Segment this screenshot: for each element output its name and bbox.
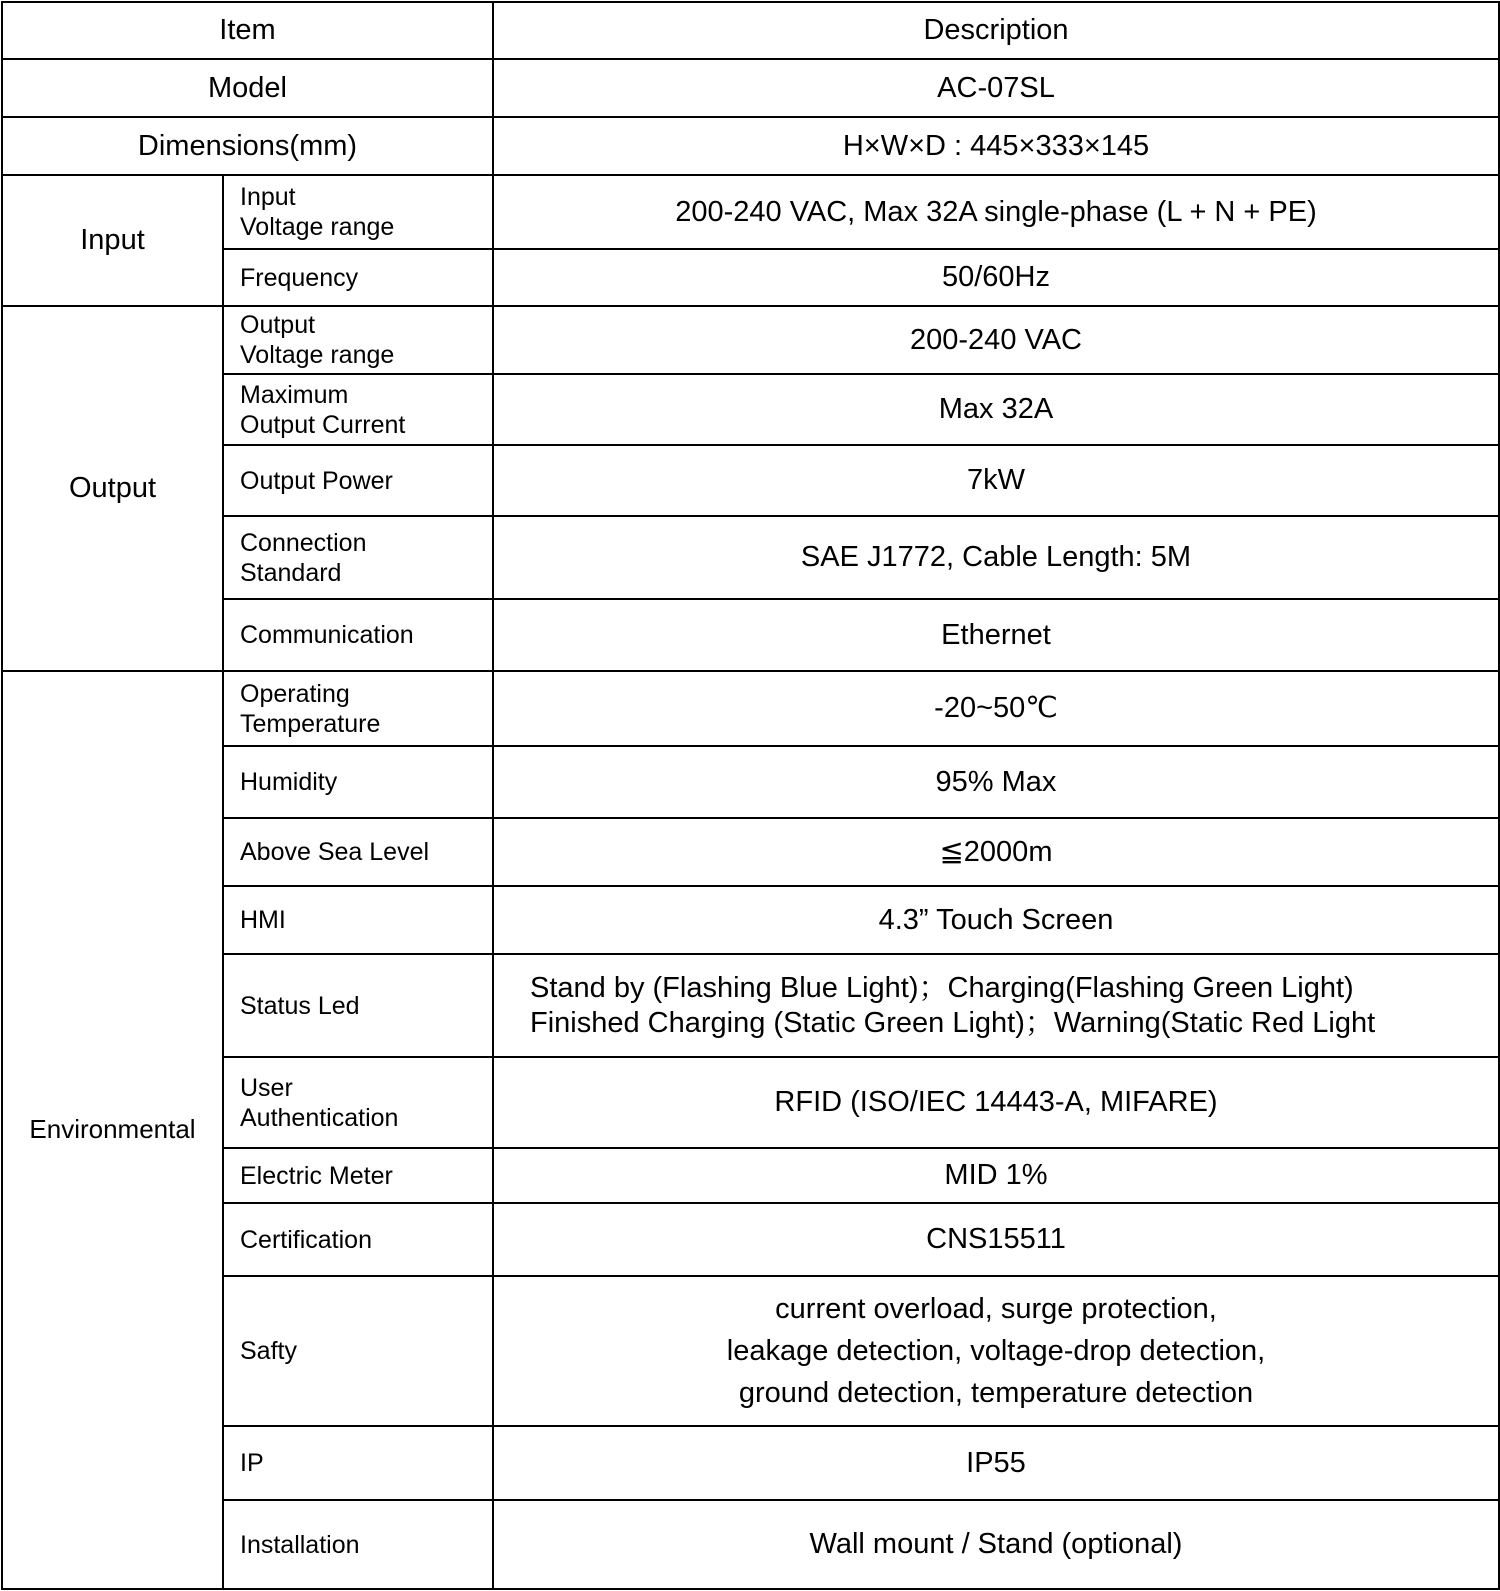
table-row — [2, 445, 1499, 516]
table-row — [2, 671, 1499, 746]
table-row — [2, 746, 1499, 818]
table-row — [2, 59, 1499, 117]
environmental-group-label: Environmental — [2, 671, 223, 1589]
row-label — [223, 175, 493, 249]
row-value: IP55 — [493, 1426, 1499, 1500]
header-item: Item — [2, 2, 493, 59]
row-label: Status Led — [223, 954, 493, 1057]
row-label-line: Connection — [240, 528, 367, 557]
row-value-line: current overload, surge protection, — [775, 1292, 1217, 1325]
row-label-line: Authentication — [240, 1103, 399, 1132]
row-value: 95% Max — [493, 746, 1499, 818]
row-value: MID 1% — [493, 1148, 1499, 1203]
row-label: Output Power — [223, 445, 493, 516]
row-value: -20~50℃ — [493, 671, 1499, 746]
row-label: Electric Meter — [223, 1148, 493, 1203]
safety-value — [493, 1276, 1499, 1426]
row-label: Installation — [223, 1500, 493, 1589]
header-description: Description — [493, 2, 1499, 59]
row-value-line: leakage detection, voltage-drop detection, — [726, 1334, 1266, 1367]
model-label: Model — [2, 59, 493, 117]
status-led-value — [493, 954, 1499, 1057]
row-label: Above Sea Level — [223, 818, 493, 886]
row-value-line: Stand by (Flashing Blue Light)；Charging(Flashing Green Light) — [530, 971, 1354, 1004]
spec-table — [1, 1, 1500, 1590]
row-value: 7kW — [493, 445, 1499, 516]
row-label: Safty — [223, 1276, 493, 1426]
row-label: Communication — [223, 599, 493, 671]
row-label: HMI — [223, 886, 493, 954]
row-value-line: ground detection, temperature detection — [738, 1377, 1254, 1410]
row-label-line: Input — [240, 183, 296, 211]
output-group-label: Output — [2, 306, 223, 671]
model-value: AC-07SL — [493, 59, 1499, 117]
input-group-label: Input — [2, 175, 223, 306]
row-label-line: Maximum — [240, 380, 349, 409]
table-row — [2, 1426, 1499, 1500]
table-row — [2, 1276, 1499, 1426]
table-row — [2, 374, 1499, 445]
row-value: 200-240 VAC — [493, 306, 1499, 374]
row-value-line: Finished Charging (Static Green Light)；Warning(Static Red Light — [530, 1006, 1376, 1039]
table-row — [2, 1500, 1499, 1589]
row-label-line: Standard — [240, 558, 342, 587]
table-row — [2, 1203, 1499, 1276]
table-row — [2, 954, 1499, 1057]
table-row — [2, 117, 1499, 175]
table-row — [2, 1057, 1499, 1148]
row-label — [223, 374, 493, 445]
table-row — [2, 516, 1499, 599]
row-label-line: Output — [240, 311, 316, 339]
row-value: 4.3” Touch Screen — [493, 886, 1499, 954]
row-value: Wall mount / Stand (optional) — [493, 1500, 1499, 1589]
row-label: IP — [223, 1426, 493, 1500]
row-value: 200-240 VAC, Max 32A single-phase (L + N + PE) — [493, 175, 1499, 249]
row-label-line: Operating — [240, 679, 350, 708]
table-row — [2, 599, 1499, 671]
row-label-line: Voltage range — [240, 213, 395, 241]
row-label-line: Output Current — [240, 410, 406, 439]
row-label — [223, 1057, 493, 1148]
header-row — [2, 2, 1499, 59]
row-label: Frequency — [223, 249, 493, 306]
row-value: RFID (ISO/IEC 14443-A, MIFARE) — [493, 1057, 1499, 1148]
table-row — [2, 818, 1499, 886]
dimensions-label: Dimensions(mm) — [2, 117, 493, 175]
table-row — [2, 249, 1499, 306]
row-value: Max 32A — [493, 374, 1499, 445]
row-label-line: User — [240, 1073, 293, 1102]
dimensions-value: H×W×D : 445×333×145 — [493, 117, 1499, 175]
row-label — [223, 671, 493, 746]
row-label-line: Temperature — [240, 709, 381, 738]
row-value: 50/60Hz — [493, 249, 1499, 306]
row-value: CNS15511 — [493, 1203, 1499, 1276]
table-row — [2, 1148, 1499, 1203]
table-row — [2, 175, 1499, 249]
row-label — [223, 516, 493, 599]
row-label-line: Voltage range — [240, 341, 395, 369]
row-label — [223, 306, 493, 374]
table-row — [2, 886, 1499, 954]
row-label: Humidity — [223, 746, 493, 818]
row-value: Ethernet — [493, 599, 1499, 671]
table-row — [2, 306, 1499, 374]
row-value: ≦2000m — [493, 818, 1499, 886]
row-value: SAE J1772, Cable Length: 5M — [493, 516, 1499, 599]
row-label: Certification — [223, 1203, 493, 1276]
